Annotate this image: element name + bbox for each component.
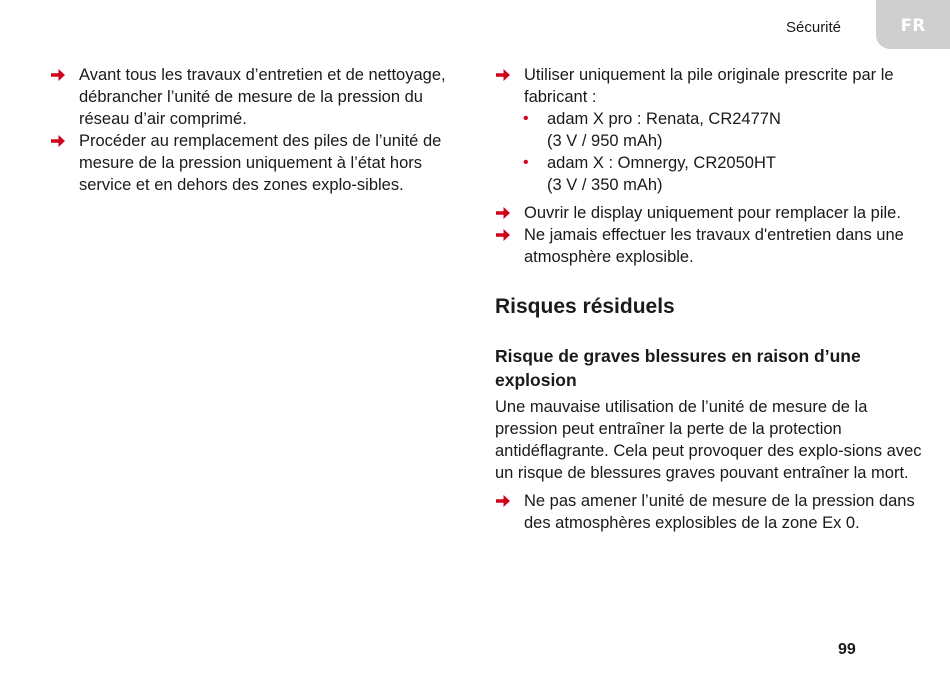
arrow-right-icon (495, 67, 511, 83)
bullet-dot-icon: • (523, 110, 529, 127)
list-item (50, 130, 460, 196)
battery-option (495, 152, 925, 196)
section-heading: Risques résiduels (495, 295, 675, 318)
battery-option-spec: (3 V / 350 mAh) (547, 176, 663, 194)
list-item (50, 64, 460, 130)
right-column (495, 64, 925, 534)
sub-heading: Risque de graves blessures en raison d’une explosion (495, 346, 861, 390)
battery-option-spec: (3 V / 950 mAh) (547, 132, 663, 150)
language-tab: FR (876, 0, 950, 49)
list-item (495, 202, 925, 224)
bullet-dot-icon: • (523, 154, 529, 171)
list-item-text: Ne pas amener l’unité de mesure de la pression dans des atmosphères explosibles de la zone Ex 0. (524, 492, 915, 532)
list-item-text: Procéder au remplacement des piles de l’unité de mesure de la pression uniquement à l’état hors service et en dehors des zones explo-sibles. (79, 132, 442, 194)
arrow-right-icon (50, 67, 66, 83)
arrow-right-icon (495, 493, 511, 509)
page-number: 99 (838, 641, 856, 658)
arrow-right-icon (50, 133, 66, 149)
list-item (495, 64, 925, 108)
list-item-text: Utiliser uniquement la pile originale prescrite par le fabricant : (524, 66, 894, 106)
paragraph: Une mauvaise utilisation de l’unité de mesure de la pression peut entraîner la perte de la protection antidéflagrante. Cela peut provoquer des explo-sions avec un risque de blessures graves pouvant entraîner la mort. (495, 398, 922, 482)
battery-option (495, 108, 925, 152)
left-column (50, 64, 460, 196)
arrow-right-icon (495, 205, 511, 221)
list-item (495, 490, 925, 534)
list-item-text: Avant tous les travaux d’entretien et de nettoyage, débrancher l’unité de mesure de la pression du réseau d’air comprimé. (79, 66, 446, 128)
arrow-right-icon (495, 227, 511, 243)
battery-option-name: adam X : Omnergy, CR2050HT (547, 154, 776, 172)
list-item (495, 224, 925, 268)
battery-option-name: adam X pro : Renata, CR2477N (547, 110, 781, 128)
list-item-text: Ouvrir le display uniquement pour remplacer la pile. (524, 204, 901, 222)
list-item-text: Ne jamais effectuer les travaux d'entretien dans une atmosphère explosible. (524, 226, 904, 266)
section-label: Sécurité (786, 19, 842, 36)
